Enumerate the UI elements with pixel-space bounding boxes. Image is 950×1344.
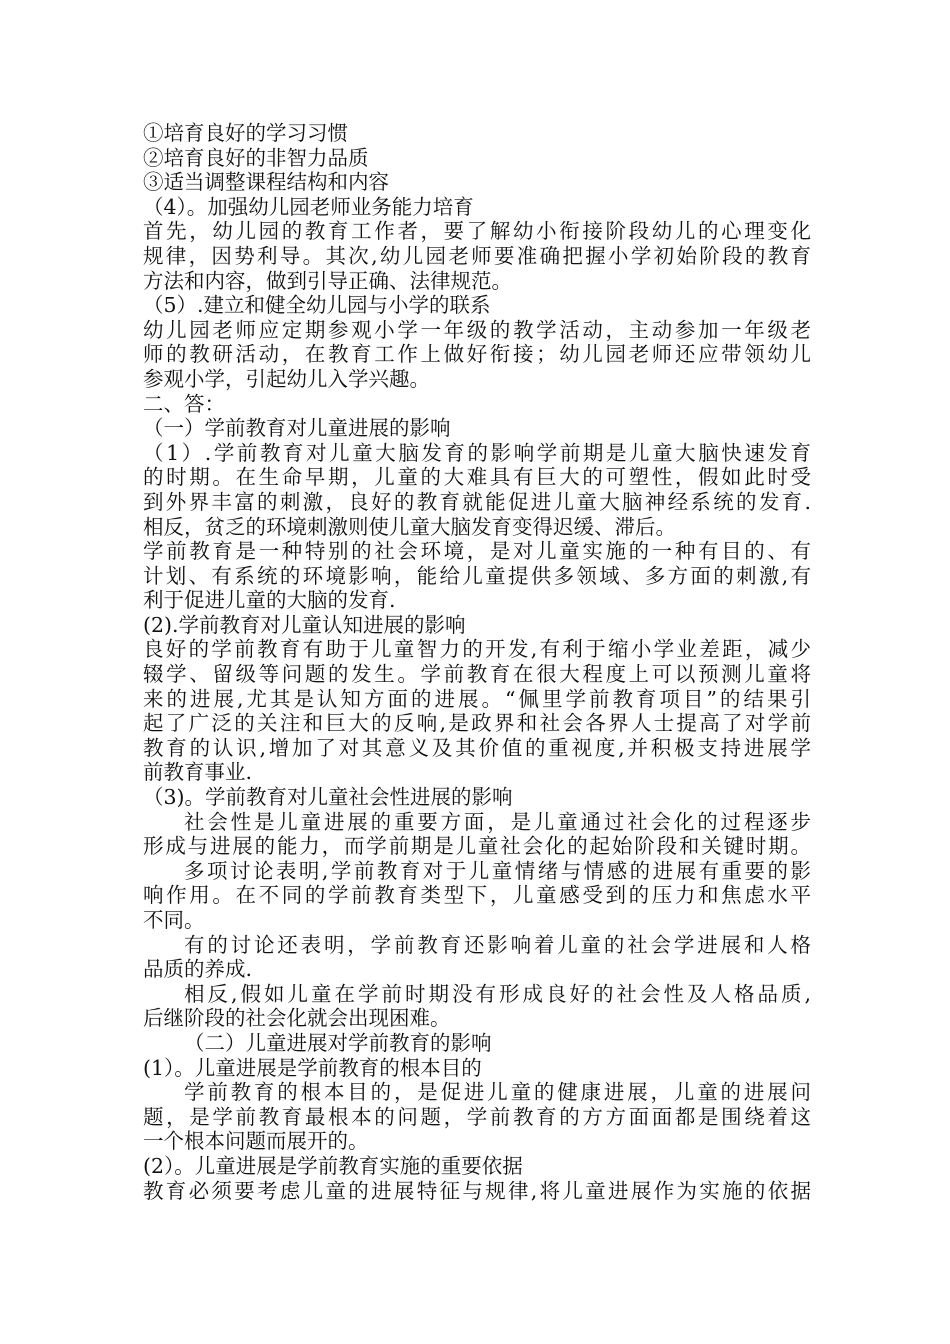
- text-line: （1）.学前教育对儿童大脑发育的影响学前期是儿童大脑快速发育: [143, 440, 811, 465]
- text-line: 起了广泛的关注和巨大的反响,是政界和社会各界人士提高了对学前: [143, 711, 811, 736]
- text-line: 相反，贫乏的环境刺激则使儿童大脑发育变得迟缓、滞后。: [143, 514, 676, 539]
- text-line: ③适当调整课程结构和内容: [143, 170, 389, 195]
- text-line: ②培育良好的非智力品质: [143, 145, 369, 170]
- text-line: (2）。儿童进展是学前教育实施的重要依据: [143, 1153, 523, 1178]
- text-line: 规律，因势利导。其次,幼儿园老师要准确把握小学初始阶段的教育: [143, 243, 811, 268]
- text-line: (1）。儿童进展是学前教育的根本目的: [143, 1055, 482, 1080]
- text-line: 二、答：: [143, 391, 225, 416]
- text-line: 品质的养成.: [143, 957, 253, 982]
- text-line: 来的进展,尤其是认知方面的进展。“佩里学前教育项目”的结果引: [143, 686, 811, 711]
- text-line: 幼儿园老师应定期参观小学一年级的教学活动，主动参加一年级老: [143, 317, 811, 342]
- text-line: （5）.建立和健全幼儿园与小学的联系: [143, 293, 491, 318]
- text-line: 相反,假如儿童在学前时期没有形成良好的社会性及人格品质,: [184, 981, 811, 1006]
- text-line: 辍学、留级等问题的发生。学前教育在很大程度上可以预测儿童将: [143, 662, 811, 687]
- text-line: 教育的认识,增加了对其意义及其价值的重视度,并积极支持进展学: [143, 735, 811, 760]
- text-line: （4）。加强幼儿园老师业务能力培育: [143, 194, 474, 219]
- text-line: 一个根本问题而展开的。: [143, 1129, 369, 1154]
- text-line: 教育必须要考虑儿童的进展特征与规律,将儿童进展作为实施的依据: [143, 1178, 811, 1203]
- text-line: 利于促进儿童的大脑的发育.: [143, 588, 396, 613]
- text-line: 多项讨论表明,学前教育对于儿童情绪与情感的进展有重要的影: [184, 858, 811, 883]
- text-line: 有的讨论还表明，学前教育还影响着儿童的社会学进展和人格: [184, 932, 811, 957]
- text-line: 题，是学前教育最根本的问题，学前教育的方方面面都是围绕着这: [143, 1104, 811, 1129]
- text-line: 良好的学前教育有助于儿童智力的开发,有利于缩小学业差距，减少: [143, 637, 811, 662]
- text-line: 响作用。在不同的学前教育类型下，儿童感受到的压力和焦虑水平: [143, 883, 811, 908]
- text-line: ①培育良好的学习习惯: [143, 121, 348, 145]
- text-line: （一）学前教育对儿童进展的影响: [143, 416, 451, 441]
- text-line: (2).学前教育对儿童认知进展的影响: [143, 612, 466, 637]
- text-line: 社会性是儿童进展的重要方面，是儿童通过社会化的过程逐步: [184, 809, 811, 834]
- text-line: 方法和内容，做到引导正确、法律规范。: [143, 268, 512, 293]
- document-body: [143, 121, 811, 1203]
- text-line: 计划、有系统的环境影响，能给儿童提供多领域、多方面的刺激,有: [143, 563, 811, 588]
- text-line: 的时期。在生命早期，儿童的大难具有巨大的可塑性，假如此时受: [143, 465, 811, 490]
- text-line: 后继阶段的社会化就会出现困难。: [143, 1006, 451, 1031]
- text-line: （3)。学前教育对儿童社会性进展的影响: [143, 785, 513, 810]
- text-line: （二）儿童进展对学前教育的影响: [184, 1030, 492, 1055]
- text-line: 首先，幼儿园的教育工作者，要了解幼小衔接阶段幼儿的心理变化: [143, 219, 811, 244]
- text-line: 师的教研活动，在教育工作上做好衔接；幼儿园老师还应带领幼儿: [143, 342, 811, 367]
- text-line: 前教育事业.: [143, 760, 253, 785]
- text-line: 不同。: [143, 908, 205, 932]
- text-line: 到外界丰富的刺激，良好的教育就能促进儿童大脑神经系统的发育.: [143, 489, 811, 514]
- text-line: 形成与进展的能力，而学前期是儿童社会化的起始阶段和关键时期。: [143, 834, 811, 859]
- text-line: 参观小学，引起幼儿入学兴趣。: [143, 366, 430, 391]
- text-line: 学前教育是一种特别的社会环境，是对儿童实施的一种有目的、有: [143, 539, 811, 564]
- text-line: 学前教育的根本目的，是促进儿童的健康进展，儿童的进展问: [184, 1080, 811, 1105]
